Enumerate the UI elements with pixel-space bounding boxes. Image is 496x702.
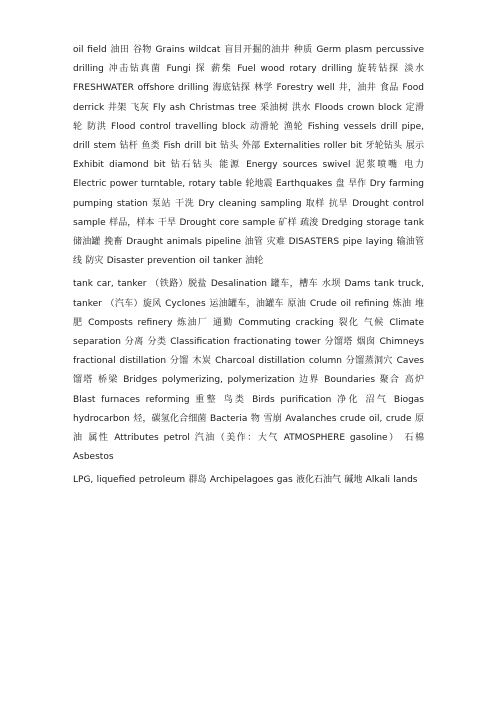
paragraph-3: LPG, liquefied petroleum 群岛 Archipelagoes gas 液化石油气 碱地 Alkali lands xyxy=(73,475,418,486)
paragraph-2: tank car, tanker （铁路）脱盐 Desalination 罐车，槽车 水坝 Dams tank truck, tanker （汽车）旋风 Cyclones 运油罐车，油罐车 原油 Crude oil refining 炼油 堆肥 Composts refinery 炼油厂 通勤 Commuting cracking 裂化 气候 Climate separation 分离 分类 Classification fractionating tower 分馏塔 烟囱 Chimneys fractional distillation 分馏 木炭 Charcoal distillation column 分馏蒸洞穴 Caves 馏塔 桥梁 Bridges polymerizing, polymerization 边界 Boundaries 聚合 高炉 Blast furnaces reforming 重整 鸟类 Birds purification 净化 沼气 Biogas hydrocarbon 烃，碳氢化合细菌 Bacteria 物 雪崩 Avalanches crude oil, crude 原油 属性 Attributes petrol 汽油（美作：大气 ATMOSPHERE gasoline） 石棉 Asbestos xyxy=(73,279,424,463)
document-body xyxy=(73,41,424,491)
paragraph-1: oil field 油田 谷物 Grains wildcat 盲目开掘的油井 种质 Germ plasm percussive drilling 冲击钻真菌 Fungi 探 薪柴 Fuel wood rotary drilling 旋转钻探 淡水 FRESHWATER offshore drilling 海底钻探 林学 Forestry well 井，油井 食品 Food derrick 井架 飞灰 Fly ash Christmas tree 采油树 洪水 Floods crown block 定滑轮 防洪 Flood control travelling block 动滑轮 渔轮 Fishing vessels drill pipe, drill stem 钻杆 鱼类 Fish drill bit 钻头 外部 Externalities roller bit 牙轮钻头 展示 Exhibit diamond bit 钻石钻头 能源 Energy sources swivel 泥浆喷嘴 电力 Electric power turntable, rotary table 轮地震 Earthquakes 盘 旱作 Dry farming pumping station 泵站 干洗 Dry cleaning sampling 取样 抗旱 Drought control sample 样品，样本 干旱 Drought core sample 矿样 疏浚 Dredging storage tank 储油罐 挽畜 Draught animals pipeline 油管 灾难 DISASTERS pipe laying 输油管线 防灾 Disaster prevention oil tanker 油轮 xyxy=(73,45,424,267)
